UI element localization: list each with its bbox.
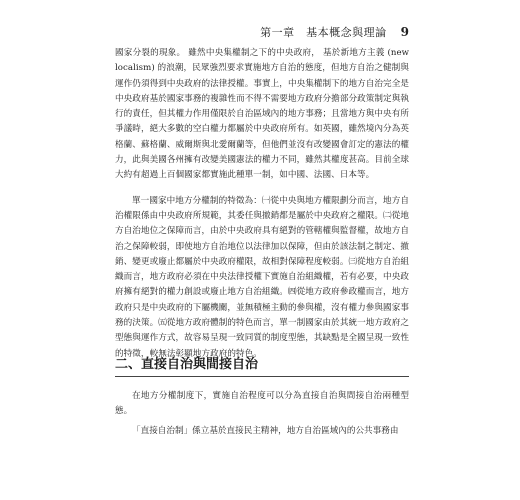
section-heading: 二、直接自治與間接自治 [115,353,409,377]
paragraph-2: 單一國家中地方分權制的特徵為：㈠從中央與地方權限劃分而言，地方自治權限係由中央政府所規範，其委任與撤銷都是屬於中央政府之權限。㈡從地方自治地位之保障而言，由於中央政府具有絕對的管轄權與監督權，故地方自治之保障較弱，即使地方自治地位以法律加以保障，但由於該法制之制定、撤銷、變更或廢止都屬於中央政府權限，故相對保障程度較弱。㈢從地方自治組織而言，地方政府必須在中央法律授權下實施自治組織權，若有必要，中央政府擁有絕對的權力創設或廢止地方自治組織。㈣從地方政府參政權而言，地方政府只是中央政府的下屬機關，並無積極主動的參與權，沒有權力參與國家事務的決策。㈤從地方政府體制的特色而言，單一制國家由於其統一地方政府之型態與運作方式，故容易呈現一致同質的制度型態，其缺點是全國呈現一致性的特徵，較無法彰顯地方政府的特色。 [115,195,409,359]
body-text [115,46,409,372]
paragraph-4: 「直接自治制」係立基於直接民主精神，地方自治區域內的公共事務由 [132,425,399,436]
section-body [115,389,409,449]
paragraph-3: 在地方分權制度下，實施自治程度可以分為直接自治與間接自治兩種型態。 [115,391,409,417]
page-number: 9 [400,25,409,39]
chapter-title: 第一章 基本概念與理論 [260,26,387,39]
running-header [115,24,409,40]
paragraph-1: 國家分裂的現象。 雖然中央集權制之下的中央政府， 基於新地方主義 (new localism) 的浪潮，民眾強烈要求實施地方自治的態度，但地方自治之健制與運作仍須得到中央政府的法律授權。事實上，中央集權制下的地方自治完全是中央政府基於國家事務的複雜性而不得不需要地方政府分擔部分政策制定與執行的責任，但其權力作用僅限於自治區域內的地方事務；且當地方與中央有所爭議時，絕大多數的空白權力都屬於中央政府所有。如英國，雖然境內分為英格蘭、蘇格蘭、威爾斯與北愛爾蘭等，但他們並沒有改變國會訂定的憲法的權力，此與美國各州擁有改變美國憲法的權力不同，雖然其權度甚高。目前全球大約有超過上百個國家都實施此種單一制，如中國、法國、日本等。 [115,48,409,181]
